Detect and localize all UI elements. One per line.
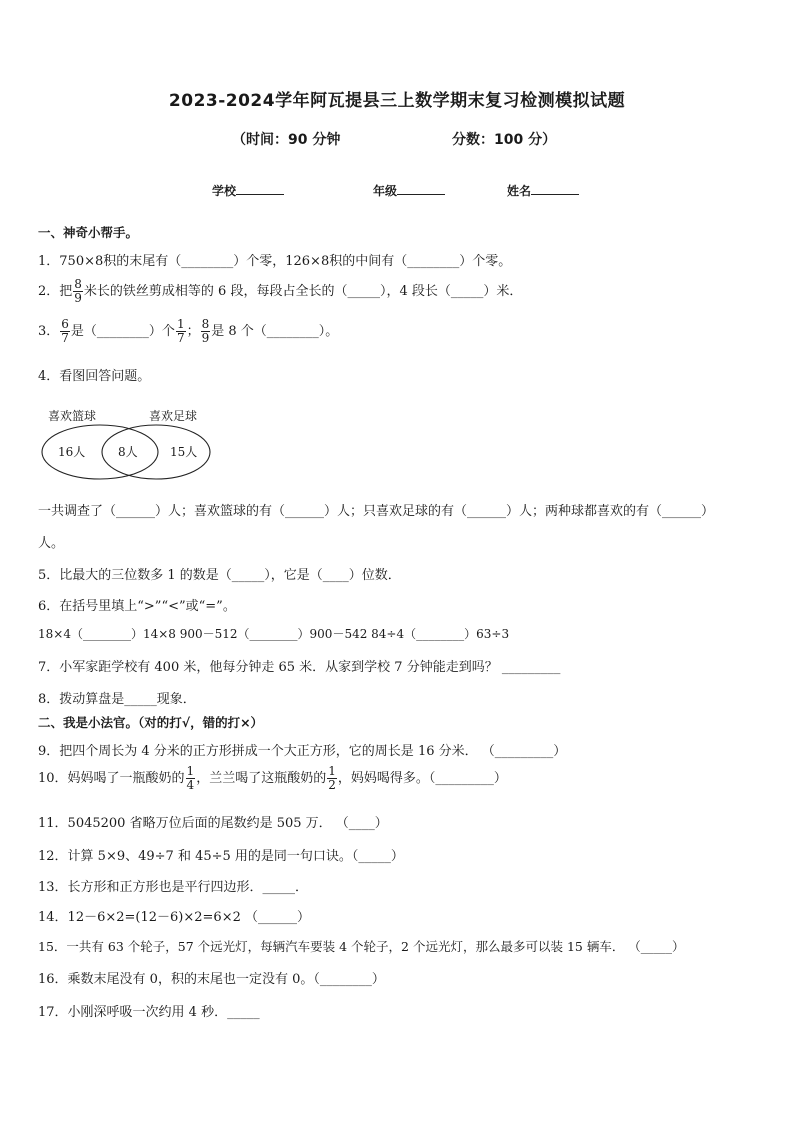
question-10: 10．妈妈喝了一瓶酸奶的 $\frac{1}{4}$ ，兰兰喝了这瓶酸奶的 $\frac{1}{2}$ ，妈妈喝得多。（_________）	[38, 764, 507, 792]
question-5: 5．比最大的三位数多 1 的数是（_____），它是（____）位数．	[38, 568, 401, 583]
question-6: 6．在括号里填上“>”“<”或“=”。	[38, 599, 236, 614]
question-7: 7．小军家距学校有 400 米，他每分钟走 65 米．从家到学校 7 分钟能走到吗？ _________	[38, 660, 561, 675]
time-limit: （时间：90 分钟	[232, 132, 341, 148]
section-heading: 二、我是小法官。（对的打√，错的打×）	[38, 715, 264, 730]
grade-field[interactable]: 年级	[373, 182, 445, 199]
fraction: $\frac{1}{4}$	[186, 764, 195, 792]
fraction: $\frac{1}{7}$	[176, 317, 185, 345]
question-13: 13．长方形和正方形也是平行四边形．_____．	[38, 880, 309, 895]
venn-left-value: 16人	[58, 445, 86, 459]
total-score: 分数：100 分）	[452, 132, 557, 148]
question-1: 1．750×8积的末尾有（________）个零，126×8积的中间有（________）个零。	[38, 254, 512, 269]
fraction: $\frac{8}{9}$	[74, 277, 82, 305]
question-4-text-end: 人。	[38, 536, 65, 551]
fraction: $\frac{8}{9}$	[201, 317, 210, 345]
school-field[interactable]: 学校	[212, 182, 284, 199]
question-15: 15．一共有 63 个轮子，57 个远光灯，每辆汽车要装 4 个轮子，2 个远光灯，那么最多可以装 15 辆车． （_____）	[38, 939, 685, 954]
page-title: 2023-2024学年阿瓦提县三上数学期末复习检测模拟试题	[168, 91, 626, 111]
fraction: $\frac{1}{2}$	[328, 764, 336, 792]
question-12: 12．计算 5×9、49÷7 和 45÷5 用的是同一句口诀。（_____）	[38, 849, 404, 864]
question-4: 4．看图回答问题。	[38, 369, 151, 384]
venn-diagram	[36, 402, 226, 492]
question-9: 9．把四个周长为 4 分米的正方形拼成一个大正方形，它的周长是 16 分米． （_________）	[38, 744, 567, 759]
question-4-text: 一共调查了（______）人；喜欢篮球的有（______）人；只喜欢足球的有（______）人；两种球都喜欢的有（______）	[38, 504, 715, 519]
fraction: $\frac{6}{7}$	[61, 317, 69, 345]
name-field[interactable]: 姓名	[507, 182, 579, 199]
venn-right-label: 喜欢足球	[149, 409, 198, 423]
question-8: 8．拨动算盘是_____现象．	[38, 692, 196, 707]
question-6-items: 18×4（________）14×8 900－512（________）900－542 84÷4（________）63÷3	[38, 627, 510, 641]
question-14: 14．12－6×2=(12－6)×2=6×2 （______）	[38, 910, 310, 925]
question-3: 3． $\frac{6}{7}$ 是（________）个 $\frac{1}{7}$ ； $\frac{8}{9}$ 是 8 个（________）。	[38, 317, 339, 345]
venn-right-value: 15人	[170, 445, 198, 459]
question-16: 16．乘数末尾没有 0，积的末尾也一定没有 0。（________）	[38, 972, 385, 987]
question-17: 17．小刚深呼吸一次约用 4 秒．_____	[38, 1005, 260, 1020]
venn-left-label: 喜欢篮球	[48, 409, 97, 423]
question-11: 11．5045200 省略万位后面的尾数约是 505 万． （____）	[38, 816, 388, 831]
question-2: 2．把 $\frac{8}{9}$ 米长的铁丝剪成相等的 6 段，每段占全长的（_____），4 段长（_____）米．	[38, 277, 523, 305]
section-heading: 一、神奇小帮手。	[38, 225, 139, 240]
venn-middle-value: 8人	[118, 445, 138, 459]
